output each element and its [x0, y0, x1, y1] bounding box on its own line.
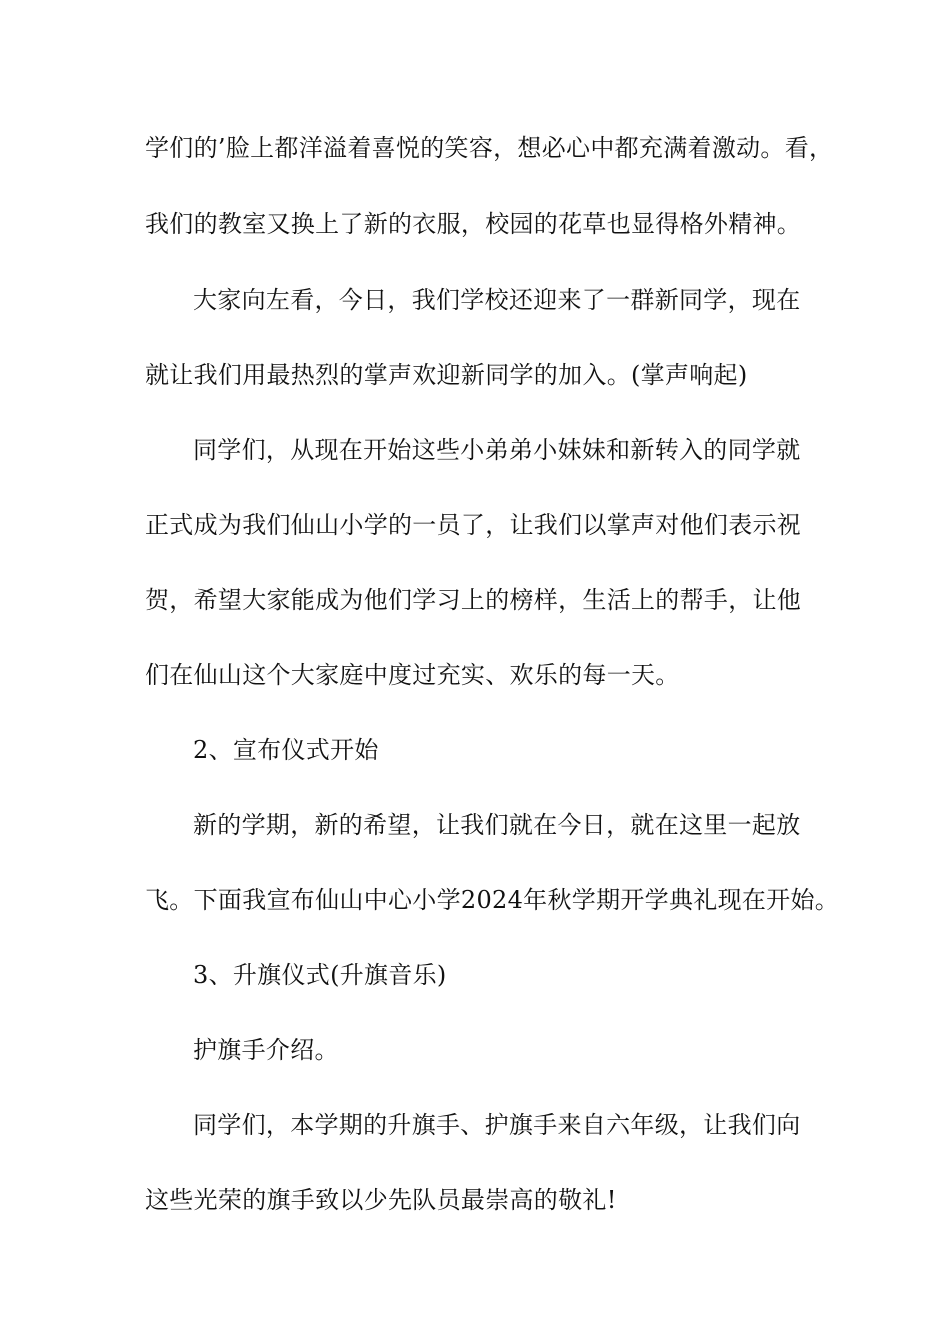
- text-line: 这些光荣的旗手致以少先队员最崇高的敬礼!: [145, 1186, 617, 1214]
- paragraph-start-line: 同学们，从现在开始这些小弟弟小妹妹和新转入的同学就: [193, 436, 801, 464]
- text-line: 贺，希望大家能成为他们学习上的榜样，生活上的帮手，让他: [145, 586, 802, 614]
- text-line: 们在仙山这个大家庭中度过充实、欢乐的每一天。: [145, 661, 680, 689]
- paragraph-start-line: 新的学期，新的希望，让我们就在今日，就在这里一起放: [193, 811, 801, 839]
- text-line: 就让我们用最热烈的掌声欢迎新同学的加入。(掌声响起): [145, 361, 748, 389]
- text-line: 正式成为我们仙山小学的一员了，让我们以掌声对他们表示祝: [145, 511, 802, 539]
- text-line: 飞。下面我宣布仙山中心小学2024年秋学期开学典礼现在开始。: [145, 886, 840, 914]
- paragraph-start-line: 大家向左看，今日，我们学校还迎来了一群新同学，现在: [193, 286, 801, 314]
- section-heading: 2、宣布仪式开始: [193, 736, 379, 764]
- paragraph-start-line: 护旗手介绍。: [193, 1036, 339, 1064]
- text-line: 学们的’脸上都洋溢着喜悦的笑容，想必心中都充满着激动。看，: [145, 134, 834, 162]
- text-line: 我们的教室又换上了新的衣服，校园的花草也显得格外精神。: [145, 210, 802, 238]
- paragraph-start-line: 同学们，本学期的升旗手、护旗手来自六年级，让我们向: [193, 1111, 801, 1139]
- section-heading: 3、升旗仪式(升旗音乐): [193, 961, 447, 989]
